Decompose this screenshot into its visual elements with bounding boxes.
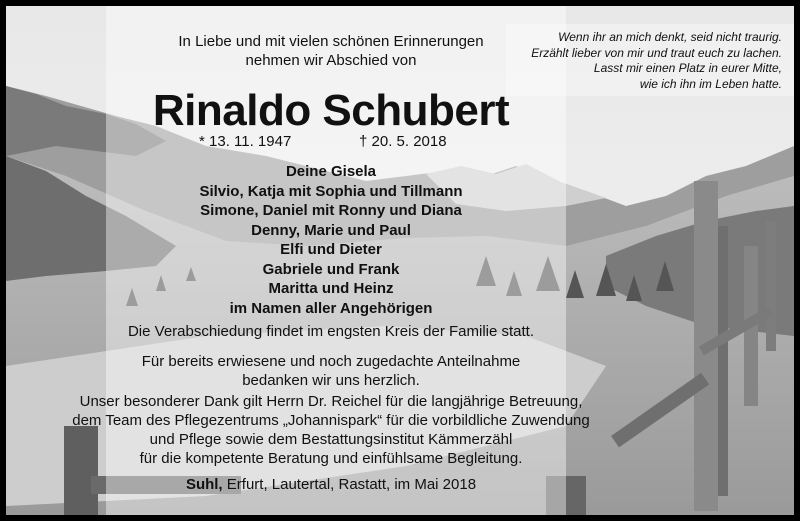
special-thanks-line-2: dem Team des Pflegezentrums „Johannispark“ für die vorbildliche Zuwendung: [72, 412, 590, 429]
mourner-line: im Namen aller Angehörigen: [229, 299, 433, 317]
quote-line-1: Wenn ihr an mich denkt, seid nicht traurig.: [558, 30, 782, 44]
mourner-line: Deine Gisela: [285, 163, 377, 180]
birth-date: * 13. 11. 1947: [199, 133, 292, 150]
farewell-notice: Die Verabschiedung findet im engsten Kreis der Familie statt.: [127, 323, 535, 340]
memorial-quote: [482, 30, 782, 92]
thanks-line-1: Für bereits erwiesene und noch zugedachte Anteilnahme: [141, 353, 521, 370]
quote-line-3: Lasst mir einen Platz in eurer Mitte,: [593, 61, 782, 75]
special-thanks-text: [6, 392, 656, 468]
mourner-line: Maritta und Heinz: [268, 280, 394, 297]
closing-rest: Erfurt, Lautertal, Rastatt, im Mai 2018: [222, 476, 477, 493]
place-and-date: [6, 476, 656, 493]
special-thanks-line-4: für die kompetente Beratung und einfühlsame Begleitung.: [139, 450, 523, 467]
quote-line-2: Erzählt lieber von mir und traut euch zu lachen.: [531, 45, 782, 60]
special-thanks-line-3: und Pflege sowie dem Bestattungsinstitut Kämmerzähl: [149, 431, 513, 448]
intro-line-1: In Liebe und mit vielen schönen Erinnerungen: [178, 33, 484, 50]
death-date: † 20. 5. 2018: [359, 133, 447, 150]
closing-place: Suhl,: [185, 476, 223, 493]
mourners-list: [6, 162, 656, 318]
mourner-line: Simone, Daniel mit Ronny und Diana: [200, 202, 462, 219]
thanks-line-2: bedanken wir uns herzlich.: [242, 372, 420, 389]
mourner-line: Denny, Marie und Paul: [251, 221, 411, 239]
mourner-line: Silvio, Katja mit Sophia und Tillmann: [199, 182, 463, 200]
mourner-line: Elfi und Dieter: [280, 241, 382, 258]
special-thanks-line-1: Unser besonderer Dank gilt Herrn Dr. Reichel für die langjährige Betreuung,: [79, 393, 583, 410]
thanks-text: [6, 352, 656, 390]
intro-line-2: nehmen wir Abschied von: [245, 52, 417, 69]
deceased-name: Rinaldo Schubert: [152, 86, 510, 135]
quote-line-4: wie ich ihn im Leben hatte.: [639, 76, 782, 91]
mourner-line: Gabriele und Frank: [262, 260, 400, 278]
